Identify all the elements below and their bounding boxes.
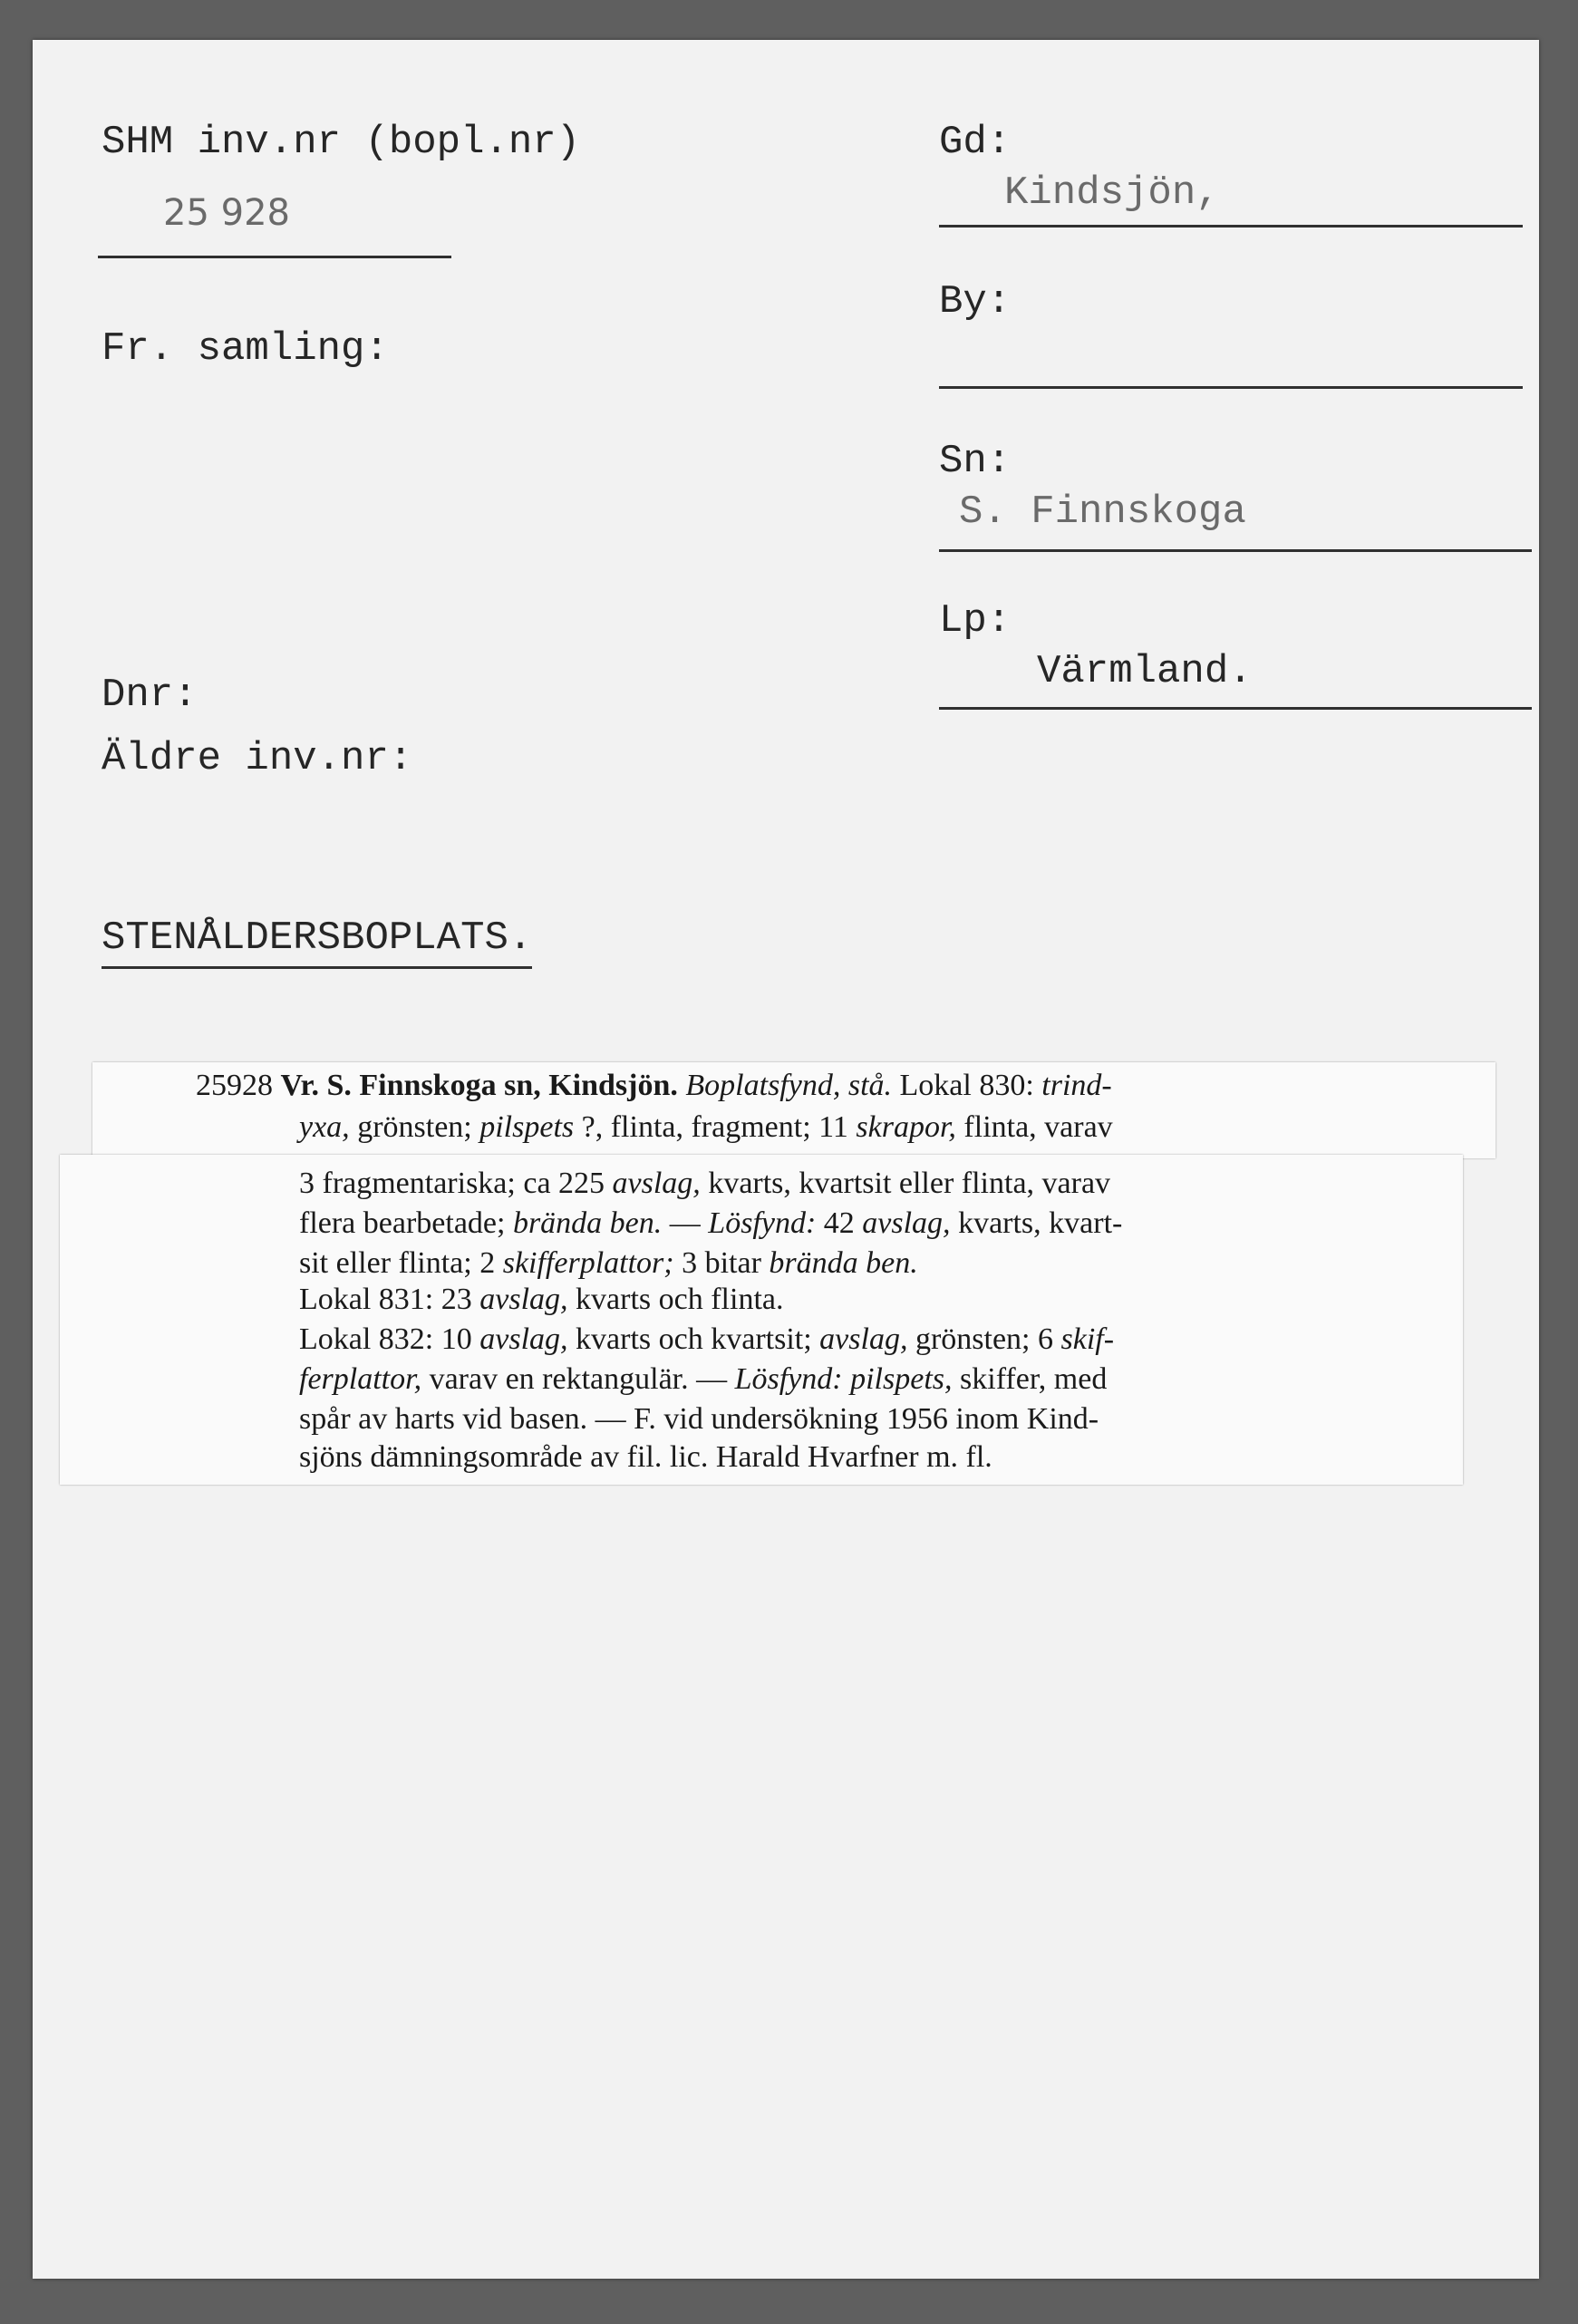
slip-number: 25928 (196, 1069, 273, 1102)
category-heading (102, 915, 532, 961)
slip-text-segment: varav en rektangulär. — (421, 1362, 735, 1396)
slip-text-segment: brända ben. (512, 1206, 663, 1240)
aldre-inv-label: Äldre inv.nr: (102, 736, 413, 781)
slip-text-segment: skifferplattor; (502, 1246, 674, 1280)
slip-text-segment: sit eller flinta; 2 (299, 1246, 503, 1280)
slip-line-1 (196, 1066, 1112, 1106)
slip-text-segment: Lokal 830: (892, 1069, 1042, 1102)
slip-line-3 (299, 1164, 1110, 1204)
slip-line-2 (299, 1108, 1113, 1147)
slip-text-segment: pilspets (479, 1110, 575, 1144)
slip-line-4 (299, 1204, 1122, 1244)
slip-text-segment: Lösfynd: (708, 1206, 817, 1240)
slip-text-segment: spår av harts vid basen. — F. vid undersökning 1956 inom Kind- (299, 1402, 1099, 1436)
slip-text-segment: 42 (816, 1206, 863, 1240)
inv-rule (98, 256, 451, 258)
slip-text-segment: flinta, varav (955, 1110, 1113, 1144)
slip-text-segment: flera bearbetade; (299, 1206, 513, 1240)
lp-rule (939, 707, 1532, 710)
slip-text-segment: kvarts och kvartsit; (567, 1322, 820, 1356)
slip-text-segment: avslag, (819, 1322, 908, 1356)
slip-text-segment: sjöns dämningsområde av fil. lic. Harald Hvarfner m. fl. (299, 1440, 992, 1474)
slip-text-segment: — (662, 1206, 709, 1240)
sn-label: Sn: (939, 439, 1012, 484)
inv-label: SHM inv.nr (bopl.nr) (102, 120, 581, 165)
slip-text-segment: avslag, (612, 1167, 701, 1200)
inv-value: 25 928 (163, 192, 290, 234)
slip-heading: Vr. S. Finnskoga sn, Kindsjön. (280, 1069, 678, 1102)
slip-text-segment: grönsten; (349, 1110, 480, 1144)
slip-text-segment: skif- (1060, 1322, 1115, 1356)
slip-text-segment: ?, flinta, fragment; 11 (574, 1110, 857, 1144)
gd-value: Kindsjön, (1004, 170, 1220, 216)
category-text: STENÅLDERSBOPLATS. (102, 915, 532, 969)
slip-text-segment: brända ben. (769, 1246, 918, 1280)
gd-label: Gd: (939, 120, 1012, 165)
slip-line-7 (299, 1320, 1114, 1360)
slip-text-segment: Lösfynd: pilspets, (734, 1362, 953, 1396)
slip-line-10 (299, 1438, 992, 1477)
slip-text-segment: trind- (1041, 1069, 1112, 1102)
slip-line-5 (299, 1244, 918, 1283)
slip-text-segment: avslag, (479, 1322, 568, 1356)
slip-text-segment: Lokal 832: 10 (299, 1322, 480, 1356)
slip-text-segment: kvarts och flinta. (567, 1283, 784, 1316)
slip-text-segment: kvarts, kvart- (950, 1206, 1123, 1240)
slip-line-9 (299, 1399, 1099, 1439)
slip-text-segment: ferplattor, (299, 1362, 422, 1396)
lp-value: Värmland. (1037, 649, 1253, 694)
slip-text-segment: Boplatsfynd, stå. (685, 1069, 893, 1102)
slip-text-segment: 3 bitar (673, 1246, 770, 1280)
sn-rule (939, 549, 1532, 552)
slip-text-segment: skrapor, (856, 1110, 956, 1144)
slip-text-segment: 3 fragmentariska; ca 225 (299, 1167, 613, 1200)
slip-text-segment: grönsten; 6 (907, 1322, 1061, 1356)
lp-label: Lp: (939, 598, 1012, 644)
slip-line-8 (299, 1360, 1107, 1399)
fr-samling-label: Fr. samling: (102, 326, 389, 372)
slip-line-6 (299, 1280, 783, 1320)
slip-text-segment: kvarts, kvartsit eller flinta, varav (700, 1167, 1111, 1200)
slip-text-segment: avslag, (479, 1283, 568, 1316)
by-rule (939, 386, 1523, 389)
slip-text-segment: Lokal 831: 23 (299, 1283, 480, 1316)
slip-text-segment: skiffer, med (952, 1362, 1108, 1396)
sn-value: S. Finnskoga (959, 489, 1246, 535)
slip-text-segment: yxa, (299, 1110, 350, 1144)
gd-rule (939, 225, 1523, 228)
slip-text-segment: avslag, (862, 1206, 951, 1240)
dnr-label: Dnr: (102, 673, 198, 718)
by-label: By: (939, 279, 1012, 324)
